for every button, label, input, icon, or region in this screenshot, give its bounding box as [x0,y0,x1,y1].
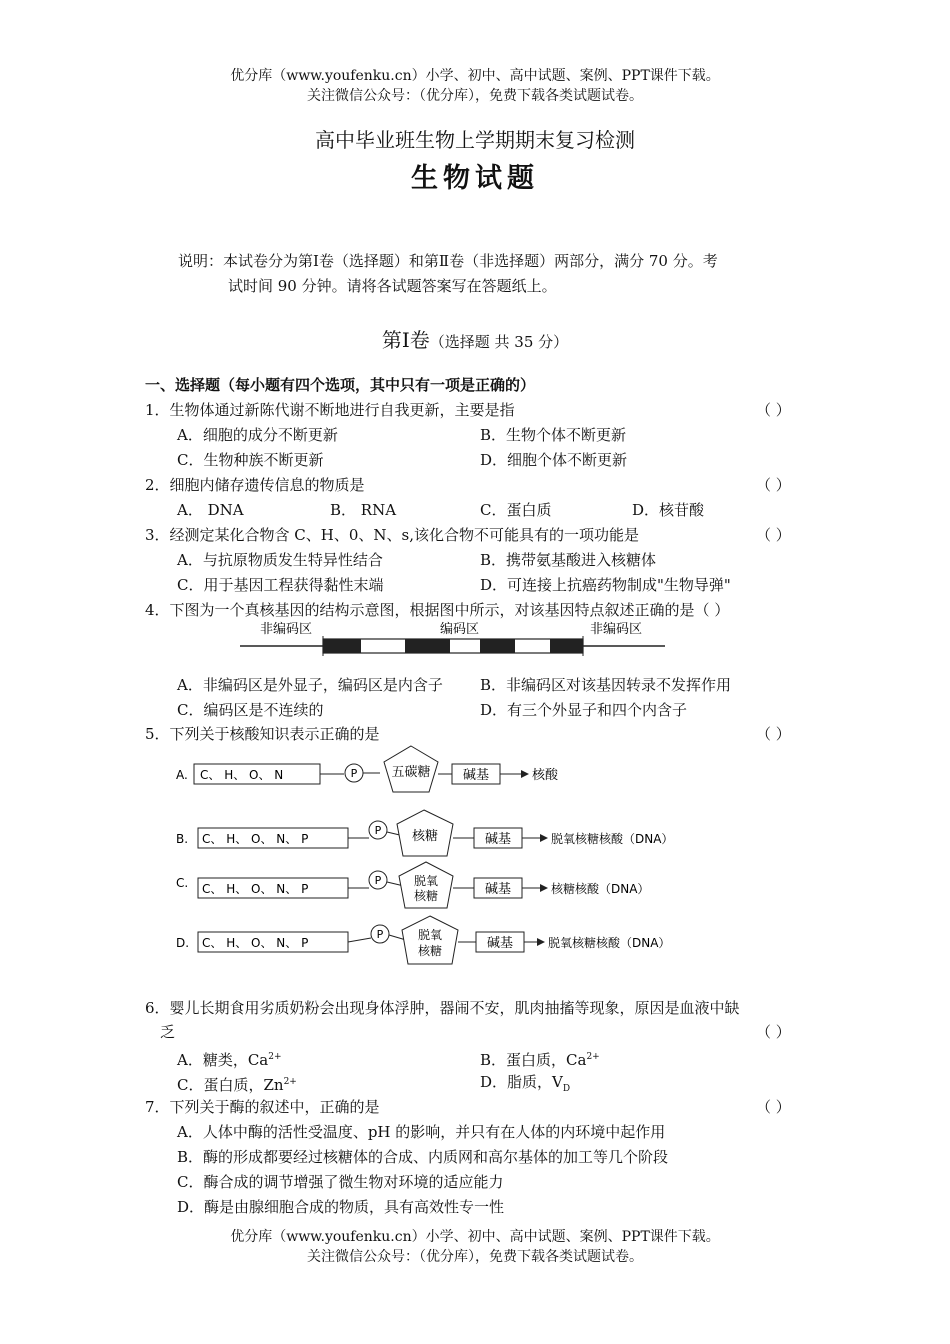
q5-row-c-base: 碱基 [484,882,512,897]
q2-stem: 2．细胞内储存遗传信息的物质是 [145,476,365,494]
q4-option-d: D．有三个外显子和四个内含子 [480,701,688,719]
q6-option-a-sup: 2+ [268,1052,282,1062]
q6-option-c [177,1071,297,1096]
q7-option-a: A．人体中酶的活性受温度、pH 的影响，并只有在人体的内环境中起作用 [177,1123,666,1141]
section-title-main: 第Ⅰ卷 [381,328,430,352]
q2-option-c: C．蛋白质 [480,501,552,519]
q5-row-c-elements: C、 H、 O、 N、 P [202,882,309,896]
q5-row-a-label: A. [176,768,188,782]
q5-row-b [176,810,673,856]
q2-answer-blank: （ ） [756,476,791,494]
q5-row-c-phosphate-label: P [374,874,382,887]
page-title: 生物试题 [411,163,539,194]
q1-option-a: A．细胞的成分不断更新 [177,426,338,444]
footer-line-1: 优分库（www.youfenku.cn）小学、初中、高中试题、案例、PPT课件下载。 [230,1229,720,1245]
q6-answer-blank: （ ） [756,1023,791,1041]
q6-option-b [480,1046,600,1071]
header-line-2: 关注微信公众号：（优分库），免费下载各类试题试卷。 [307,88,643,104]
exon-4 [550,639,583,653]
section-heading: 一、选择题（每小题有四个选项，其中只有一项是正确的） [145,376,536,394]
q3-option-d: D．可连接上抗癌药物制成"生物导弹" [480,576,731,594]
footer-line-2: 关注微信公众号：（优分库），免费下载各类试题试卷。 [307,1249,643,1265]
q5-row-a-base: 碱基 [462,768,490,783]
q5-answer-blank: （ ） [756,725,791,743]
q5-row-d-sugar-line2: 核糖 [417,944,443,958]
q6-option-c-text: C．蛋白质，Zn [177,1076,284,1094]
exon-2 [405,639,450,653]
exon-3 [480,639,515,653]
q4-option-b: B．非编码区对该基因转录不发挥作用 [480,676,732,694]
gene-structure-diagram [230,618,670,660]
q4-stem: 4．下图为一个真核基因的结构示意图，根据图中所示，对该基因特点叙述正确的是（ ） [145,601,730,619]
q1-option-c: C．生物种族不断更新 [177,451,324,469]
q1-option-b: B．生物个体不断更新 [480,426,627,444]
q7-stem: 7．下列关于酶的叙述中，正确的是 [145,1098,380,1116]
q5-row-d [176,916,670,964]
q6-stem-line2: 乏 [160,1023,176,1041]
q5-row-d-product: 脱氧核糖核酸（DNA） [548,936,671,950]
q5-row-a [176,746,559,792]
gene-label-noncoding-left: 非编码区 [260,622,313,637]
subtitle: 高中毕业班生物上学期期末复习检测 [315,128,635,152]
q5-row-d-phosphate-label: P [376,928,384,941]
q1-option-d: D．细胞个体不断更新 [480,451,628,469]
q4-option-a: A．非编码区是外显子，编码区是内含子 [177,676,443,694]
q7-option-c: C．酶合成的调节增强了微生物对环境的适应能力 [177,1173,504,1191]
q6-option-d-sub: D [562,1084,571,1094]
q5-row-a-product: 核酸 [532,768,559,783]
q1-answer-blank: （ ） [756,401,791,419]
q3-option-b: B．携带氨基酸进入核糖体 [480,551,657,569]
q5-row-b-sugar: 核糖 [411,829,439,844]
q3-option-c: C．用于基因工程获得黏性末端 [177,576,384,594]
q5-row-b-label: B. [176,832,189,846]
q6-option-b-text: B．蛋白质，Ca [480,1051,587,1069]
q7-answer-blank: （ ） [756,1098,791,1116]
q7-option-b: B．酶的形成都要经过核糖体的合成、内质网和高尔基体的加工等几个阶段 [177,1148,669,1166]
q3-stem: 3．经测定某化合物含 C、H、0、N、s,该化合物不可能具有的一项功能是 [145,526,640,544]
header-line-1: 优分库（www.youfenku.cn）小学、初中、高中试题、案例、PPT课件下载。 [230,68,720,84]
q3-answer-blank: （ ） [756,526,791,544]
q6-option-d-text: D．脂质，V [480,1073,563,1091]
coding-region-box [323,639,583,653]
q5-row-d-bond-1 [348,938,371,942]
q5-stem: 5．下列关于核酸知识表示正确的是 [145,725,380,743]
q6-option-a [177,1046,282,1071]
gene-label-noncoding-right: 非编码区 [590,622,643,637]
q5-row-d-label: D. [176,936,190,950]
q2-option-a: A． DNA [177,501,244,519]
q4-option-c: C．编码区是不连续的 [177,701,324,719]
q5-row-c-sugar-line1: 脱氧 [413,874,439,888]
q2-option-d: D．核苷酸 [632,501,705,519]
q6-option-c-sup: 2+ [283,1077,297,1087]
q5-row-d-elements: C、 H、 O、 N、 P [202,936,309,950]
q5-row-d-base: 碱基 [486,936,514,951]
q5-row-c [176,862,649,908]
q2-option-b: B． RNA [330,501,397,519]
q5-row-c-product: 核糖核酸（DNA） [551,882,650,896]
q6-option-d [480,1071,570,1100]
gene-label-coding: 编码区 [440,622,480,637]
section-title [0,324,950,353]
q5-row-d-sugar-line1: 脱氧 [417,928,443,942]
q5-row-b-phosphate-label: P [374,824,382,837]
q5-row-c-sugar-line2: 核糖 [413,889,439,903]
q7-option-d: D．酶是由腺细胞合成的物质，具有高效性专一性 [177,1198,505,1216]
section-title-note: （选择题 共 35 分） [429,333,569,351]
q5-row-b-base: 碱基 [484,832,512,847]
q6-option-a-text: A．糖类，Ca [177,1051,269,1069]
q5-row-a-sugar: 五碳糖 [391,765,431,780]
q3-option-a: A．与抗原物质发生特异性结合 [177,551,383,569]
nucleic-acid-diagram [170,742,710,982]
note-line-1: 说明：本试卷分为第Ⅰ卷（选择题）和第Ⅱ卷（非选择题）两部分，满分 70 分。考 [178,252,718,270]
exon-1 [323,639,361,653]
q5-row-b-product: 脱氧核糖核酸（DNA） [551,832,674,846]
q5-row-b-elements: C、 H、 O、 N、 P [202,832,309,846]
q1-stem: 1．生物体通过新陈代谢不断地进行自我更新，主要是指 [145,401,515,419]
q6-stem-line1: 6．婴儿长期食用劣质奶粉会出现身体浮肿，器闹不安，肌肉抽搐等现象，原因是血液中缺 [145,999,740,1017]
note-line-2: 试时间 90 分钟。请将各试题答案写在答题纸上。 [228,277,557,295]
q5-row-a-phosphate-label: P [350,767,358,780]
q5-row-a-elements: C、 H、 O、 N [200,768,284,782]
q5-row-c-label: C. [176,876,189,890]
q6-option-b-sup: 2+ [586,1052,600,1062]
